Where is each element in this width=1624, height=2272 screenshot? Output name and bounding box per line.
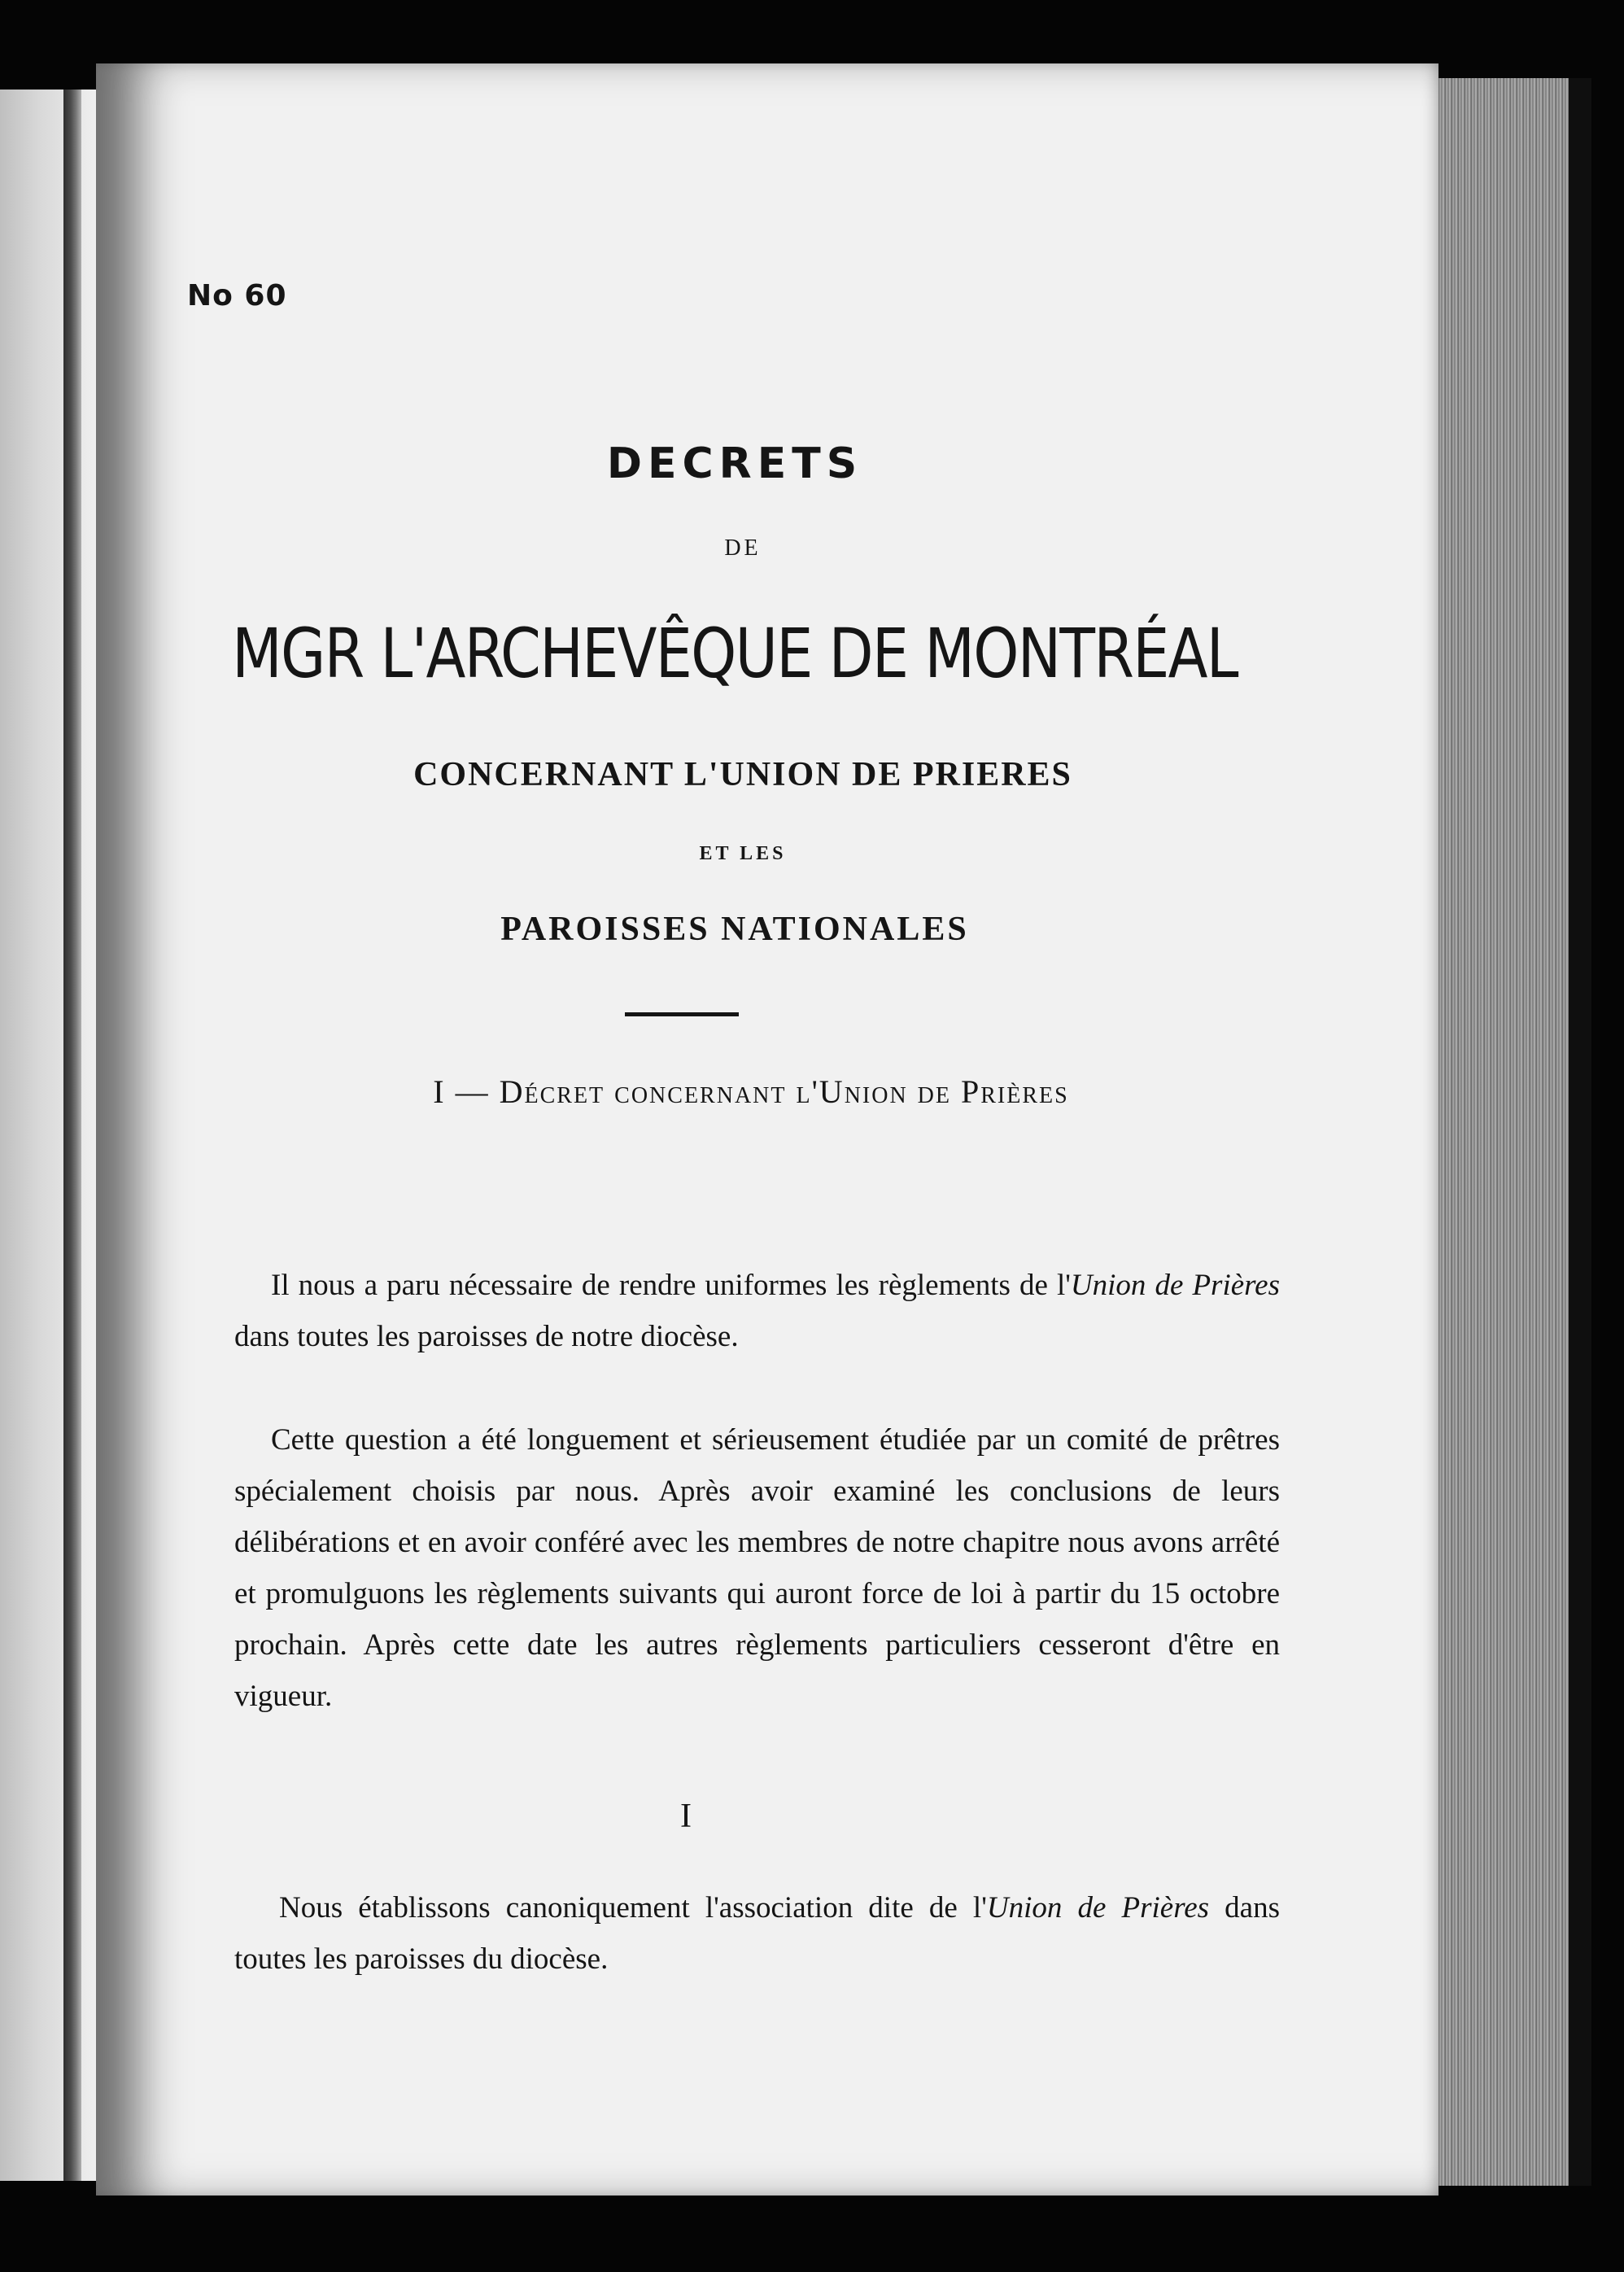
- article-numeral: I: [680, 1798, 692, 1835]
- title-archbishop: MGR L'ARCHEVÊQUE DE MONTRÉAL: [232, 614, 1238, 693]
- page-content: [96, 63, 1438, 2196]
- section-title: Décret concernant l'Union de Prières: [499, 1073, 1069, 1110]
- binding-shadow: [63, 90, 81, 2181]
- adjacent-page-edge: [0, 90, 98, 2181]
- title-decrets: DECRETS: [606, 439, 863, 488]
- section-prefix: I —: [433, 1073, 500, 1110]
- title-paroisses: PAROISSES NATIONALES: [500, 911, 969, 948]
- book-cover-edge: [1569, 78, 1591, 2186]
- title-concernant: CONCERNANT L'UNION DE PRIERES: [413, 756, 1072, 793]
- paragraph-1-text-b: dans toutes les paroisses de notre diocèse.: [234, 1320, 739, 1353]
- paragraph-1-italic: Union de Prières: [1070, 1269, 1280, 1302]
- document-number: No 60: [187, 279, 287, 312]
- paragraph-1-text-a: Il nous a paru nécessaire de rendre uniformes les règlements de l': [271, 1269, 1071, 1302]
- title-et-les: ET LES: [699, 843, 787, 864]
- title-divider: [625, 1012, 739, 1016]
- paragraph-2: Cette question a été longuement et sérieusement étudiée par un comité de prêtres spécialement choisis par nous. Après avoir examiné les conclusions de leurs délibérations et en avoir conféré avec les membres de notre chapitre nous avons arrêté et promulguons les règlements suivants qui auront force de loi à partir du 15 octobre prochain. Après cette date les autres règlements particuliers cesseront d'être en vigueur.: [234, 1423, 1280, 1713]
- paragraph-1: [234, 1260, 1280, 1362]
- paragraph-3: [234, 1882, 1280, 1985]
- document-page: [96, 63, 1438, 2196]
- paragraph-3-italic: Union de Prières: [986, 1891, 1210, 1925]
- paragraph-3-text-a: Nous établissons canoniquement l'association dite de l': [279, 1891, 987, 1925]
- book-page-edges: [1438, 78, 1569, 2186]
- title-de: DE: [724, 535, 762, 561]
- section-heading: [80, 1073, 1422, 1111]
- paragraph-3-text-b: dans toutes les paroisses du diocèse.: [234, 1891, 1280, 1976]
